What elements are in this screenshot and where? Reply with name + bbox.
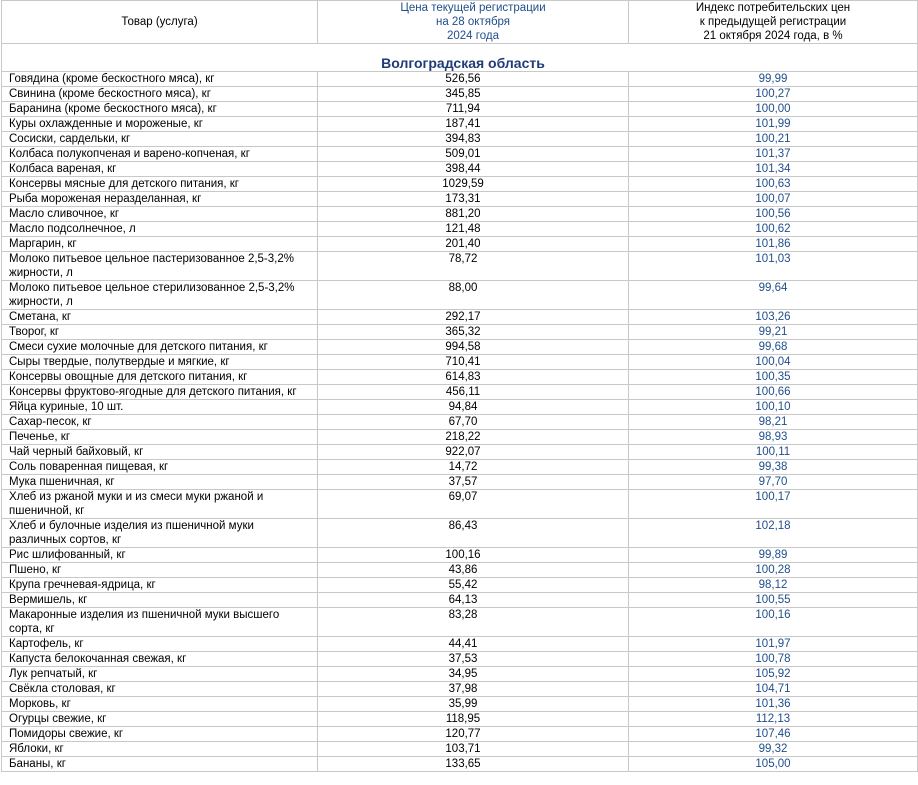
index-cell: 99,38 <box>629 460 918 475</box>
index-header-line: к предыдущей регистрации <box>699 16 847 28</box>
table-row <box>2 87 918 102</box>
price-cell: 187,41 <box>318 117 629 132</box>
index-column-header <box>629 1 918 44</box>
index-cell: 101,86 <box>629 237 918 252</box>
price-cell: 394,83 <box>318 132 629 147</box>
product-name-cell: Говядина (кроме бескостного мяса), кг <box>2 72 318 87</box>
price-cell: 710,41 <box>318 355 629 370</box>
price-header-line: на 28 октября <box>435 16 511 28</box>
table-row <box>2 162 918 177</box>
price-cell: 118,95 <box>318 712 629 727</box>
product-name-cell: Крупа гречневая-ядрица, кг <box>2 578 318 593</box>
price-cell: 456,11 <box>318 385 629 400</box>
price-cell: 69,07 <box>318 490 629 519</box>
product-name-cell: Свинина (кроме бескостного мяса), кг <box>2 87 318 102</box>
table-row <box>2 222 918 237</box>
product-name-cell: Яблоки, кг <box>2 742 318 757</box>
index-cell: 112,13 <box>629 712 918 727</box>
table-row <box>2 237 918 252</box>
product-name-cell: Колбаса вареная, кг <box>2 162 318 177</box>
index-cell: 100,21 <box>629 132 918 147</box>
product-name-cell: Морковь, кг <box>2 697 318 712</box>
price-cell: 67,70 <box>318 415 629 430</box>
index-cell: 100,63 <box>629 177 918 192</box>
product-name-cell: Соль поваренная пищевая, кг <box>2 460 318 475</box>
product-name-cell: Творог, кг <box>2 325 318 340</box>
table-row <box>2 117 918 132</box>
product-name-cell: Сметана, кг <box>2 310 318 325</box>
product-name-cell: Молоко питьевое цельное стерилизованное 2,5-3,2% жирности, л <box>2 281 318 310</box>
index-cell: 99,99 <box>629 72 918 87</box>
product-name-cell: Масло подсолнечное, л <box>2 222 318 237</box>
table-row <box>2 192 918 207</box>
index-cell: 100,04 <box>629 355 918 370</box>
price-cell: 88,00 <box>318 281 629 310</box>
table-row <box>2 682 918 697</box>
price-cell: 526,56 <box>318 72 629 87</box>
table-row <box>2 147 918 162</box>
price-cell: 43,86 <box>318 563 629 578</box>
table-row <box>2 445 918 460</box>
product-name-cell: Яйца куриные, 10 шт. <box>2 400 318 415</box>
price-cell: 292,17 <box>318 310 629 325</box>
index-cell: 100,17 <box>629 490 918 519</box>
table-row <box>2 519 918 548</box>
price-cell: 365,32 <box>318 325 629 340</box>
price-cell: 86,43 <box>318 519 629 548</box>
table-row <box>2 757 918 772</box>
product-name-cell: Вермишель, кг <box>2 593 318 608</box>
price-cell: 922,07 <box>318 445 629 460</box>
table-header-row <box>2 1 918 44</box>
index-cell: 100,11 <box>629 445 918 460</box>
price-cell: 44,41 <box>318 637 629 652</box>
price-cell: 14,72 <box>318 460 629 475</box>
product-name-cell: Куры охлажденные и мороженые, кг <box>2 117 318 132</box>
table-row <box>2 637 918 652</box>
product-name-cell: Пшено, кг <box>2 563 318 578</box>
price-cell: 55,42 <box>318 578 629 593</box>
index-cell: 104,71 <box>629 682 918 697</box>
price-cell: 37,53 <box>318 652 629 667</box>
price-cell: 103,71 <box>318 742 629 757</box>
product-name-cell: Смеси сухие молочные для детского питания, кг <box>2 340 318 355</box>
table-row <box>2 385 918 400</box>
index-cell: 99,64 <box>629 281 918 310</box>
price-cell: 1029,59 <box>318 177 629 192</box>
table-row <box>2 72 918 87</box>
product-name-cell: Консервы овощные для детского питания, кг <box>2 370 318 385</box>
index-cell: 100,66 <box>629 385 918 400</box>
table-row <box>2 355 918 370</box>
product-name-cell: Хлеб и булочные изделия из пшеничной муки различных сортов, кг <box>2 519 318 548</box>
product-name-cell: Лук репчатый, кг <box>2 667 318 682</box>
price-cell: 881,20 <box>318 207 629 222</box>
index-cell: 99,32 <box>629 742 918 757</box>
table-row <box>2 281 918 310</box>
price-cell: 398,44 <box>318 162 629 177</box>
table-row <box>2 207 918 222</box>
index-cell: 101,37 <box>629 147 918 162</box>
price-cell: 994,58 <box>318 340 629 355</box>
price-table <box>1 0 918 772</box>
index-cell: 101,34 <box>629 162 918 177</box>
product-name-cell: Колбаса полукопченая и варено-копченая, кг <box>2 147 318 162</box>
table-row <box>2 430 918 445</box>
product-name-cell: Хлеб из ржаной муки и из смеси муки ржаной и пшеничной, кг <box>2 490 318 519</box>
product-name-cell: Рис шлифованный, кг <box>2 548 318 563</box>
table-row <box>2 102 918 117</box>
index-cell: 100,16 <box>629 608 918 637</box>
index-header-line: Индекс потребительских цен <box>695 2 851 14</box>
product-column-header: Товар (услуга) <box>2 1 318 44</box>
index-cell: 100,56 <box>629 207 918 222</box>
index-cell: 100,62 <box>629 222 918 237</box>
product-name-cell: Бананы, кг <box>2 757 318 772</box>
product-name-cell: Масло сливочное, кг <box>2 207 318 222</box>
product-name-cell: Рыба мороженая неразделанная, кг <box>2 192 318 207</box>
table-row <box>2 578 918 593</box>
index-cell: 101,03 <box>629 252 918 281</box>
product-name-cell: Чай черный байховый, кг <box>2 445 318 460</box>
product-name-cell: Печенье, кг <box>2 430 318 445</box>
price-header-line: Цена текущей регистрации <box>400 2 546 14</box>
index-cell: 101,36 <box>629 697 918 712</box>
index-cell: 100,78 <box>629 652 918 667</box>
table-row <box>2 563 918 578</box>
product-name-cell: Макаронные изделия из пшеничной муки высшего сорта, кг <box>2 608 318 637</box>
index-cell: 100,35 <box>629 370 918 385</box>
index-cell: 98,93 <box>629 430 918 445</box>
price-cell: 83,28 <box>318 608 629 637</box>
index-cell: 100,07 <box>629 192 918 207</box>
index-cell: 101,99 <box>629 117 918 132</box>
product-name-cell: Сыры твердые, полутвердые и мягкие, кг <box>2 355 318 370</box>
price-cell: 218,22 <box>318 430 629 445</box>
index-cell: 100,55 <box>629 593 918 608</box>
index-cell: 99,89 <box>629 548 918 563</box>
product-name-cell: Баранина (кроме бескостного мяса), кг <box>2 102 318 117</box>
table-row <box>2 697 918 712</box>
price-cell: 133,65 <box>318 757 629 772</box>
price-cell: 614,83 <box>318 370 629 385</box>
price-cell: 78,72 <box>318 252 629 281</box>
table-row <box>2 608 918 637</box>
price-cell: 64,13 <box>318 593 629 608</box>
table-row <box>2 325 918 340</box>
price-cell: 100,16 <box>318 548 629 563</box>
price-cell: 345,85 <box>318 87 629 102</box>
price-cell: 37,98 <box>318 682 629 697</box>
table-row <box>2 742 918 757</box>
table-row <box>2 712 918 727</box>
product-name-cell: Молоко питьевое цельное пастеризованное 2,5-3,2% жирности, л <box>2 252 318 281</box>
product-name-cell: Сосиски, сардельки, кг <box>2 132 318 147</box>
table-row <box>2 252 918 281</box>
region-row <box>2 44 918 72</box>
table-row <box>2 177 918 192</box>
index-cell: 105,92 <box>629 667 918 682</box>
price-cell: 509,01 <box>318 147 629 162</box>
product-name-cell: Сахар-песок, кг <box>2 415 318 430</box>
index-cell: 100,00 <box>629 102 918 117</box>
product-name-cell: Картофель, кг <box>2 637 318 652</box>
index-cell: 107,46 <box>629 727 918 742</box>
price-cell: 201,40 <box>318 237 629 252</box>
table-row <box>2 548 918 563</box>
table-row <box>2 340 918 355</box>
index-cell: 97,70 <box>629 475 918 490</box>
product-name-cell: Огурцы свежие, кг <box>2 712 318 727</box>
table-row <box>2 667 918 682</box>
price-cell: 120,77 <box>318 727 629 742</box>
table-row <box>2 727 918 742</box>
product-name-cell: Консервы фруктово-ягодные для детского питания, кг <box>2 385 318 400</box>
index-cell: 99,68 <box>629 340 918 355</box>
index-cell: 105,00 <box>629 757 918 772</box>
price-header-line: 2024 года <box>447 30 499 42</box>
table-row <box>2 490 918 519</box>
price-cell: 173,31 <box>318 192 629 207</box>
index-cell: 98,21 <box>629 415 918 430</box>
price-cell: 94,84 <box>318 400 629 415</box>
price-cell: 711,94 <box>318 102 629 117</box>
price-cell: 35,99 <box>318 697 629 712</box>
index-cell: 98,12 <box>629 578 918 593</box>
price-cell: 121,48 <box>318 222 629 237</box>
table-row <box>2 593 918 608</box>
index-cell: 102,18 <box>629 519 918 548</box>
index-header-line: 21 октября 2024 года, в % <box>703 30 843 42</box>
product-name-cell: Свёкла столовая, кг <box>2 682 318 697</box>
table-row <box>2 415 918 430</box>
table-row <box>2 460 918 475</box>
price-column-header <box>318 1 629 44</box>
product-name-cell: Консервы мясные для детского питания, кг <box>2 177 318 192</box>
table-row <box>2 370 918 385</box>
table-row <box>2 132 918 147</box>
product-name-cell: Капуста белокочанная свежая, кг <box>2 652 318 667</box>
index-cell: 101,97 <box>629 637 918 652</box>
table-row <box>2 652 918 667</box>
index-cell: 100,27 <box>629 87 918 102</box>
index-cell: 100,28 <box>629 563 918 578</box>
product-name-cell: Маргарин, кг <box>2 237 318 252</box>
index-cell: 103,26 <box>629 310 918 325</box>
product-name-cell: Мука пшеничная, кг <box>2 475 318 490</box>
table-row <box>2 310 918 325</box>
product-name-cell: Помидоры свежие, кг <box>2 727 318 742</box>
index-cell: 99,21 <box>629 325 918 340</box>
index-cell: 100,10 <box>629 400 918 415</box>
price-cell: 34,95 <box>318 667 629 682</box>
table-row <box>2 475 918 490</box>
region-title: Волгоградская область <box>2 44 918 72</box>
table-row <box>2 400 918 415</box>
price-cell: 37,57 <box>318 475 629 490</box>
